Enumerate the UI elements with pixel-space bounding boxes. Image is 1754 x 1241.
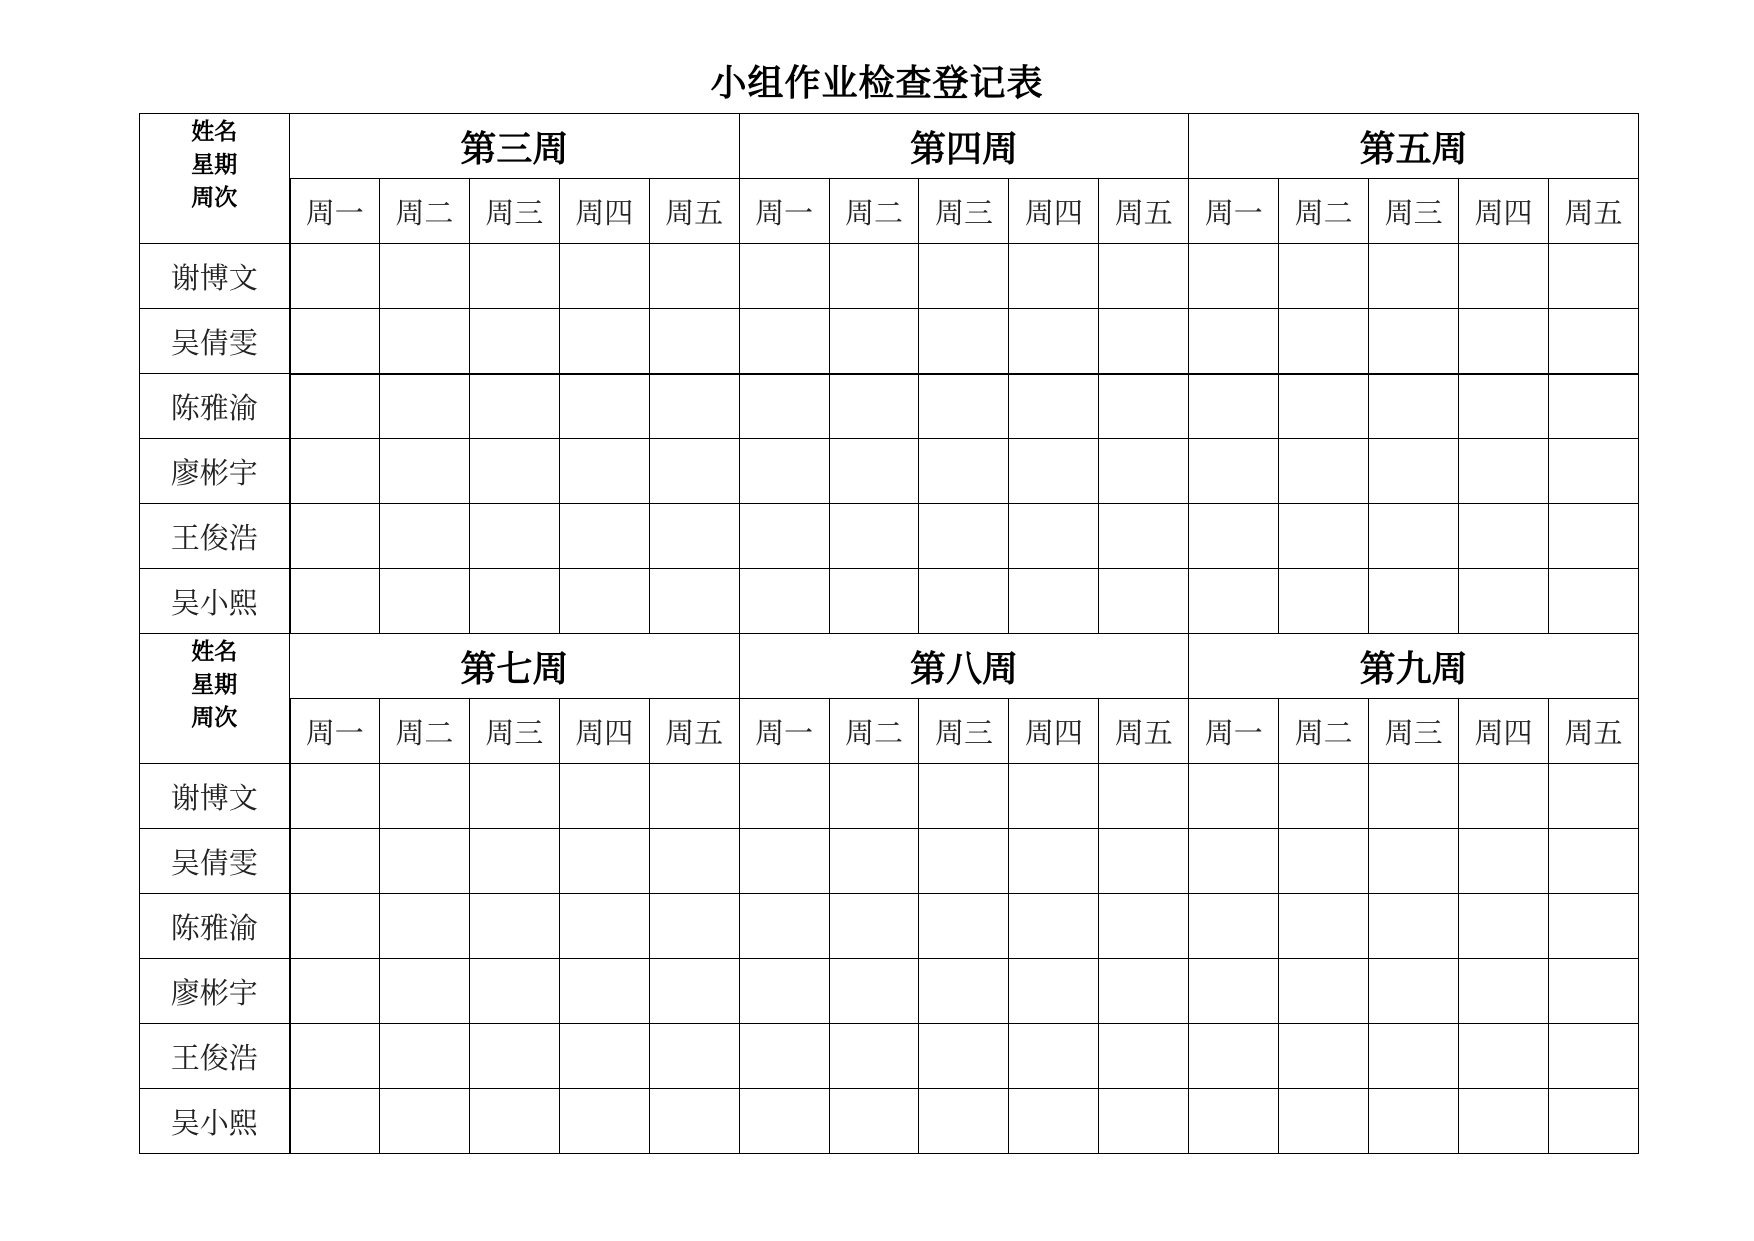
- check-cell[interactable]: [1009, 244, 1099, 309]
- check-cell[interactable]: [1548, 1024, 1638, 1089]
- check-cell[interactable]: [1548, 244, 1638, 309]
- check-cell[interactable]: [1099, 504, 1189, 569]
- day-header: 周三: [919, 179, 1009, 244]
- document-title: 小组作业检查登记表: [710, 63, 1044, 104]
- check-cell[interactable]: [290, 1024, 380, 1089]
- day-header: 周三: [919, 699, 1009, 764]
- check-cell[interactable]: [739, 244, 829, 309]
- check-cell[interactable]: [919, 504, 1009, 569]
- check-cell[interactable]: [1548, 374, 1638, 439]
- check-cell[interactable]: [1099, 894, 1189, 959]
- day-header: 周五: [1548, 179, 1638, 244]
- check-cell[interactable]: [829, 569, 919, 634]
- check-cell[interactable]: [1099, 959, 1189, 1024]
- student-name: 谢博文: [140, 764, 290, 829]
- check-cell[interactable]: [739, 569, 829, 634]
- student-row: [140, 504, 1639, 569]
- week-header-row: [140, 634, 1639, 699]
- check-cell[interactable]: [559, 439, 649, 504]
- check-cell[interactable]: [290, 894, 380, 959]
- check-cell[interactable]: [379, 1089, 469, 1154]
- check-cell[interactable]: [919, 959, 1009, 1024]
- student-row: [140, 244, 1639, 309]
- check-cell[interactable]: [1279, 1024, 1369, 1089]
- check-cell[interactable]: [1459, 829, 1549, 894]
- day-header: 周四: [1009, 179, 1099, 244]
- day-header: 周五: [1099, 699, 1189, 764]
- check-cell[interactable]: [829, 829, 919, 894]
- check-cell[interactable]: [829, 439, 919, 504]
- student-name: 吴小熙: [140, 569, 290, 634]
- check-cell[interactable]: [1009, 504, 1099, 569]
- check-cell[interactable]: [649, 504, 739, 569]
- check-cell[interactable]: [379, 504, 469, 569]
- check-cell[interactable]: [1548, 1089, 1638, 1154]
- check-cell[interactable]: [469, 244, 559, 309]
- check-cell[interactable]: [1009, 829, 1099, 894]
- check-cell[interactable]: [1009, 894, 1099, 959]
- check-cell[interactable]: [1279, 439, 1369, 504]
- student-row: [140, 374, 1639, 439]
- day-header: 周五: [649, 699, 739, 764]
- check-cell[interactable]: [1459, 894, 1549, 959]
- day-header-row: [140, 179, 1639, 244]
- day-header: 周二: [1279, 699, 1369, 764]
- corner-header-label: 姓名: [191, 639, 238, 665]
- check-cell[interactable]: [649, 439, 739, 504]
- check-cell[interactable]: [649, 894, 739, 959]
- check-cell[interactable]: [1369, 309, 1459, 374]
- check-cell[interactable]: [1548, 309, 1638, 374]
- check-cell[interactable]: [1099, 1089, 1189, 1154]
- check-cell[interactable]: [469, 764, 559, 829]
- day-header: 周三: [469, 179, 559, 244]
- check-cell[interactable]: [1279, 504, 1369, 569]
- check-cell[interactable]: [1548, 569, 1638, 634]
- check-cell[interactable]: [919, 309, 1009, 374]
- check-cell[interactable]: [1009, 1024, 1099, 1089]
- check-cell[interactable]: [739, 374, 829, 439]
- check-cell[interactable]: [559, 894, 649, 959]
- day-header: 周四: [1459, 179, 1549, 244]
- day-header: 周一: [290, 699, 380, 764]
- check-cell[interactable]: [1189, 829, 1279, 894]
- check-cell[interactable]: [1369, 244, 1459, 309]
- day-header: 周五: [1099, 179, 1189, 244]
- check-cell[interactable]: [469, 894, 559, 959]
- student-name: 吴倩雯: [140, 829, 290, 894]
- day-header: 周一: [1189, 699, 1279, 764]
- day-header: 周一: [1189, 179, 1279, 244]
- check-cell[interactable]: [290, 959, 380, 1024]
- check-cell[interactable]: [1548, 439, 1638, 504]
- check-cell[interactable]: [919, 439, 1009, 504]
- check-cell[interactable]: [649, 959, 739, 1024]
- check-cell[interactable]: [1548, 764, 1638, 829]
- check-cell[interactable]: [829, 894, 919, 959]
- check-cell[interactable]: [1279, 374, 1369, 439]
- check-cell[interactable]: [290, 569, 380, 634]
- check-cell[interactable]: [919, 894, 1009, 959]
- day-header: 周三: [1369, 179, 1459, 244]
- check-cell[interactable]: [1369, 829, 1459, 894]
- day-header-row: [140, 699, 1639, 764]
- check-cell[interactable]: [1369, 764, 1459, 829]
- week-header-row: [140, 114, 1639, 179]
- check-cell[interactable]: [919, 829, 1009, 894]
- check-cell[interactable]: [649, 764, 739, 829]
- check-cell[interactable]: [1189, 1024, 1279, 1089]
- check-cell[interactable]: [290, 504, 380, 569]
- check-cell[interactable]: [290, 374, 380, 439]
- corner-header-label: 星期: [191, 152, 238, 178]
- check-cell[interactable]: [1459, 764, 1549, 829]
- check-cell[interactable]: [1189, 959, 1279, 1024]
- check-cell[interactable]: [739, 829, 829, 894]
- check-cell[interactable]: [1009, 764, 1099, 829]
- check-cell[interactable]: [290, 1089, 380, 1154]
- check-cell[interactable]: [1548, 504, 1638, 569]
- check-cell[interactable]: [739, 1089, 829, 1154]
- check-cell[interactable]: [559, 1089, 649, 1154]
- student-name: 王俊浩: [140, 1024, 290, 1089]
- check-cell[interactable]: [1369, 959, 1459, 1024]
- check-cell[interactable]: [559, 1024, 649, 1089]
- check-cell[interactable]: [290, 829, 380, 894]
- check-cell[interactable]: [559, 309, 649, 374]
- check-cell[interactable]: [1189, 374, 1279, 439]
- check-cell[interactable]: [1189, 764, 1279, 829]
- student-name: 廖彬宇: [140, 439, 290, 504]
- check-cell[interactable]: [1279, 1089, 1369, 1154]
- day-header: 周四: [559, 699, 649, 764]
- check-cell[interactable]: [919, 1089, 1009, 1154]
- corner-header-label: 周次: [191, 705, 238, 731]
- day-header: 周五: [649, 179, 739, 244]
- check-cell[interactable]: [1099, 1024, 1189, 1089]
- student-row: [140, 439, 1639, 504]
- corner-header-cell: [140, 114, 290, 244]
- check-cell[interactable]: [919, 764, 1009, 829]
- student-row: [140, 764, 1639, 829]
- corner-header-cell: [140, 634, 290, 764]
- check-cell[interactable]: [1369, 1089, 1459, 1154]
- day-header: 周一: [290, 179, 380, 244]
- check-cell[interactable]: [469, 569, 559, 634]
- check-cell[interactable]: [829, 1089, 919, 1154]
- check-cell[interactable]: [829, 959, 919, 1024]
- check-cell[interactable]: [1189, 439, 1279, 504]
- day-header: 周四: [559, 179, 649, 244]
- check-cell[interactable]: [1189, 244, 1279, 309]
- check-cell[interactable]: [829, 1024, 919, 1089]
- check-cell[interactable]: [1099, 309, 1189, 374]
- check-cell[interactable]: [290, 439, 380, 504]
- check-cell[interactable]: [739, 439, 829, 504]
- week-header: 第九周: [1189, 634, 1639, 699]
- check-cell[interactable]: [469, 504, 559, 569]
- check-cell[interactable]: [469, 309, 559, 374]
- check-cell[interactable]: [559, 244, 649, 309]
- check-cell[interactable]: [1369, 504, 1459, 569]
- student-name: 吴小熙: [140, 1089, 290, 1154]
- check-cell[interactable]: [1548, 959, 1638, 1024]
- day-header: 周一: [739, 699, 829, 764]
- check-cell[interactable]: [829, 504, 919, 569]
- check-cell[interactable]: [829, 244, 919, 309]
- check-cell[interactable]: [1099, 244, 1189, 309]
- check-cell[interactable]: [1459, 569, 1549, 634]
- student-row: [140, 569, 1639, 634]
- check-cell[interactable]: [739, 309, 829, 374]
- check-cell[interactable]: [469, 374, 559, 439]
- day-header: 周三: [1369, 699, 1459, 764]
- check-cell[interactable]: [1279, 244, 1369, 309]
- check-cell[interactable]: [1189, 1089, 1279, 1154]
- check-cell[interactable]: [379, 894, 469, 959]
- day-header: 周二: [829, 179, 919, 244]
- check-cell[interactable]: [919, 374, 1009, 439]
- check-cell[interactable]: [379, 244, 469, 309]
- check-cell[interactable]: [379, 569, 469, 634]
- check-cell[interactable]: [1369, 439, 1459, 504]
- check-cell[interactable]: [1369, 1024, 1459, 1089]
- check-cell[interactable]: [649, 1024, 739, 1089]
- check-cell[interactable]: [649, 374, 739, 439]
- check-cell[interactable]: [1099, 439, 1189, 504]
- check-cell[interactable]: [1189, 894, 1279, 959]
- check-cell[interactable]: [469, 1024, 559, 1089]
- check-cell[interactable]: [739, 894, 829, 959]
- check-cell[interactable]: [1099, 764, 1189, 829]
- day-header: 周二: [829, 699, 919, 764]
- check-cell[interactable]: [469, 829, 559, 894]
- check-cell[interactable]: [1009, 959, 1099, 1024]
- check-cell[interactable]: [1009, 309, 1099, 374]
- student-name: 王俊浩: [140, 504, 290, 569]
- check-cell[interactable]: [1279, 309, 1369, 374]
- student-name: 吴倩雯: [140, 309, 290, 374]
- check-cell[interactable]: [649, 569, 739, 634]
- check-cell[interactable]: [290, 309, 380, 374]
- check-cell[interactable]: [1099, 374, 1189, 439]
- check-cell[interactable]: [1369, 374, 1459, 439]
- check-cell[interactable]: [1548, 829, 1638, 894]
- student-name: 陈雅渝: [140, 894, 290, 959]
- day-header: 周二: [379, 179, 469, 244]
- check-cell[interactable]: [1189, 569, 1279, 634]
- check-cell[interactable]: [469, 1089, 559, 1154]
- check-cell[interactable]: [1459, 309, 1549, 374]
- day-header: 周三: [469, 699, 559, 764]
- homework-check-table: [139, 113, 1639, 1154]
- check-cell[interactable]: [1279, 569, 1369, 634]
- check-cell[interactable]: [739, 1024, 829, 1089]
- student-row: [140, 894, 1639, 959]
- check-cell[interactable]: [1189, 309, 1279, 374]
- check-cell[interactable]: [919, 569, 1009, 634]
- check-cell[interactable]: [1279, 894, 1369, 959]
- check-cell[interactable]: [1369, 894, 1459, 959]
- week-header: 第八周: [739, 634, 1189, 699]
- check-cell[interactable]: [1009, 569, 1099, 634]
- check-cell[interactable]: [1548, 894, 1638, 959]
- check-cell[interactable]: [379, 309, 469, 374]
- check-cell[interactable]: [379, 764, 469, 829]
- check-cell[interactable]: [739, 764, 829, 829]
- check-cell[interactable]: [1459, 244, 1549, 309]
- check-cell[interactable]: [290, 244, 380, 309]
- day-header: 周二: [1279, 179, 1369, 244]
- check-cell[interactable]: [559, 504, 649, 569]
- check-cell[interactable]: [1279, 959, 1369, 1024]
- check-cell[interactable]: [1459, 504, 1549, 569]
- check-cell[interactable]: [739, 504, 829, 569]
- check-cell[interactable]: [919, 1024, 1009, 1089]
- check-cell[interactable]: [829, 764, 919, 829]
- check-cell[interactable]: [1099, 569, 1189, 634]
- check-cell[interactable]: [1189, 504, 1279, 569]
- check-cell[interactable]: [559, 569, 649, 634]
- check-cell[interactable]: [1279, 764, 1369, 829]
- week-header: 第四周: [739, 114, 1189, 179]
- check-cell[interactable]: [1009, 374, 1099, 439]
- week-header: 第三周: [290, 114, 740, 179]
- check-cell[interactable]: [739, 959, 829, 1024]
- check-cell[interactable]: [1459, 1024, 1549, 1089]
- corner-header-label: 星期: [191, 672, 238, 698]
- student-row: [140, 829, 1639, 894]
- day-header: 周四: [1459, 699, 1549, 764]
- student-row: [140, 959, 1639, 1024]
- check-cell[interactable]: [649, 244, 739, 309]
- check-cell[interactable]: [649, 309, 739, 374]
- student-name: 谢博文: [140, 244, 290, 309]
- check-cell[interactable]: [1459, 959, 1549, 1024]
- check-cell[interactable]: [1099, 829, 1189, 894]
- check-cell[interactable]: [559, 829, 649, 894]
- check-cell[interactable]: [1009, 1089, 1099, 1154]
- check-cell[interactable]: [1369, 569, 1459, 634]
- check-cell[interactable]: [559, 959, 649, 1024]
- week-header: 第五周: [1189, 114, 1639, 179]
- check-cell[interactable]: [1459, 439, 1549, 504]
- check-cell[interactable]: [379, 1024, 469, 1089]
- check-cell[interactable]: [1459, 374, 1549, 439]
- check-cell[interactable]: [290, 764, 380, 829]
- student-name: 陈雅渝: [140, 374, 290, 439]
- corner-header-label: 周次: [191, 185, 238, 211]
- check-cell[interactable]: [829, 309, 919, 374]
- check-cell[interactable]: [379, 439, 469, 504]
- check-cell[interactable]: [379, 959, 469, 1024]
- student-row: [140, 309, 1639, 374]
- check-cell[interactable]: [829, 374, 919, 439]
- check-cell[interactable]: [649, 1089, 739, 1154]
- day-header: 周四: [1009, 699, 1099, 764]
- check-cell[interactable]: [1459, 1089, 1549, 1154]
- check-cell[interactable]: [559, 764, 649, 829]
- check-cell[interactable]: [469, 959, 559, 1024]
- week-header: 第七周: [290, 634, 740, 699]
- student-name: 廖彬宇: [140, 959, 290, 1024]
- student-row: [140, 1024, 1639, 1089]
- day-header: 周一: [739, 179, 829, 244]
- day-header: 周五: [1548, 699, 1638, 764]
- student-row: [140, 1089, 1639, 1154]
- corner-header-label: 姓名: [191, 119, 238, 145]
- check-cell[interactable]: [649, 829, 739, 894]
- check-cell[interactable]: [379, 829, 469, 894]
- check-cell[interactable]: [1279, 829, 1369, 894]
- check-cell[interactable]: [919, 244, 1009, 309]
- day-header: 周二: [379, 699, 469, 764]
- check-cell[interactable]: [1009, 439, 1099, 504]
- check-cell[interactable]: [379, 374, 469, 439]
- check-cell[interactable]: [559, 374, 649, 439]
- check-cell[interactable]: [469, 439, 559, 504]
